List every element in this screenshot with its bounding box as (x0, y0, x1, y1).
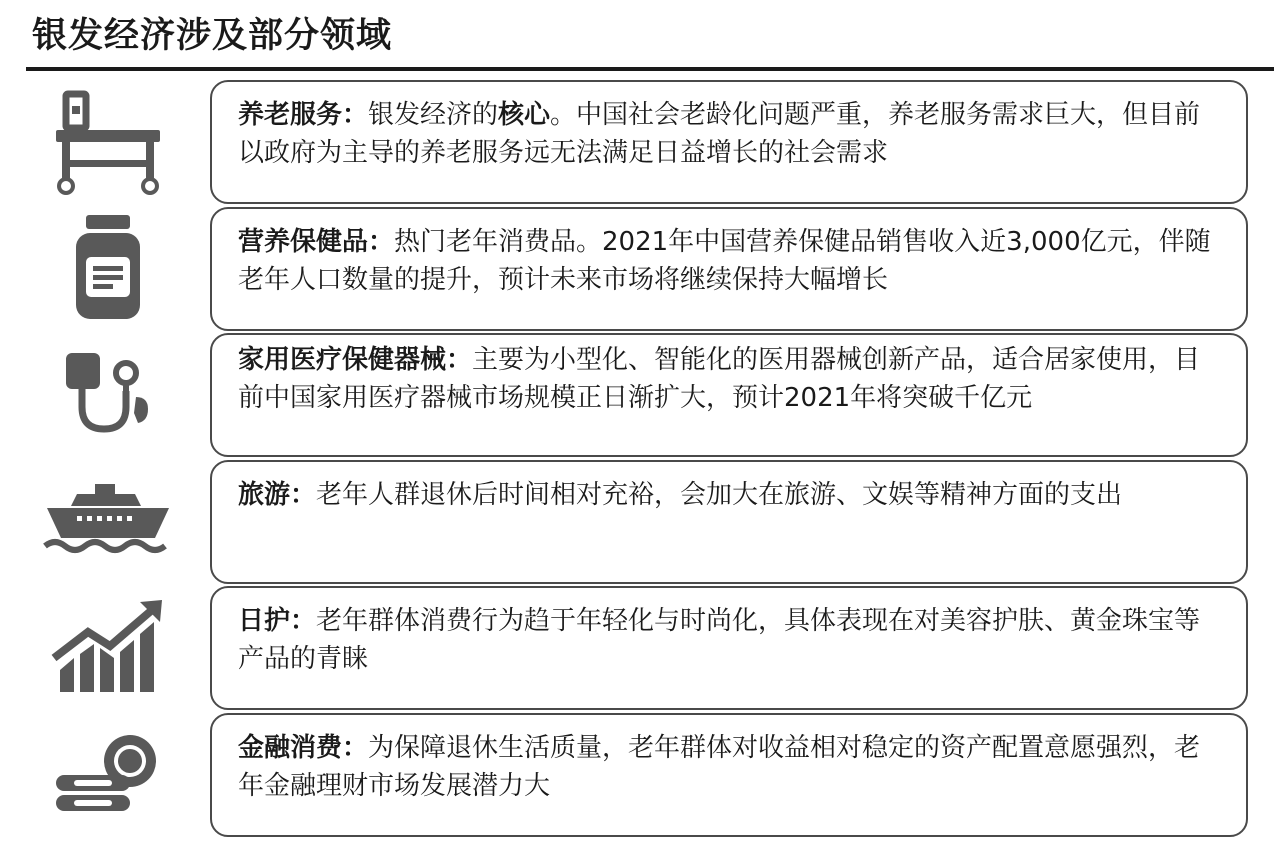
blood-pressure-monitor-icon (38, 333, 178, 453)
growth-chart-icon (38, 586, 178, 706)
hospital-bed-icon (38, 80, 178, 200)
item-emphasis: 核心 (498, 100, 551, 130)
item-text: 热门老年消费品。2021年中国营养保健品销售收入近3,000亿元，伴随老年人口数量的提升，预计未来市场将继续保持大幅增长 (238, 227, 1211, 295)
item-label: 养老服务： (238, 100, 369, 130)
page-title: 银发经济涉及部分领域 (32, 16, 393, 56)
item-label: 营养保健品： (238, 227, 395, 257)
item-text: 为保障退休生活质量，老年群体对收益相对稳定的资产配置意愿强烈，老年金融理财市场发展潜力大 (238, 733, 1201, 801)
nutrition-supplements-description (210, 207, 1248, 331)
item-text: 。中国社会老龄化问题严重，养老服务需求巨大，但目前以政府为主导的养老服务远无法满足日益增长的社会需求 (238, 100, 1201, 168)
daily-care-description (210, 586, 1248, 710)
financial-consumption-description (210, 713, 1248, 837)
elderly-care-description (210, 80, 1248, 204)
item-text: 主要为小型化、智能化的医用器械创新产品，适合居家使用，目前中国家用医疗器械市场规模正日渐扩大，预计2021年将突破千亿元 (238, 345, 1201, 413)
title-divider (26, 67, 1274, 71)
supplement-bottle-icon (38, 207, 178, 327)
item-label: 旅游： (238, 480, 317, 510)
item-text: 老年群体消费行为趋于年轻化与时尚化，具体表现在对美容护肤、黄金珠宝等产品的青睐 (238, 606, 1201, 674)
coins-cash-icon (38, 713, 178, 833)
item-text: 老年人群退休后时间相对充裕，会加大在旅游、文娱等精神方面的支出 (316, 480, 1123, 510)
item-label: 金融消费： (238, 733, 369, 763)
item-label: 日护： (238, 606, 317, 636)
item-text: 银发经济的 (368, 100, 499, 130)
cruise-ship-icon (38, 460, 178, 580)
home-medical-devices-description (210, 333, 1248, 457)
tourism-description (210, 460, 1248, 584)
item-label: 家用医疗保健器械： (238, 345, 473, 375)
